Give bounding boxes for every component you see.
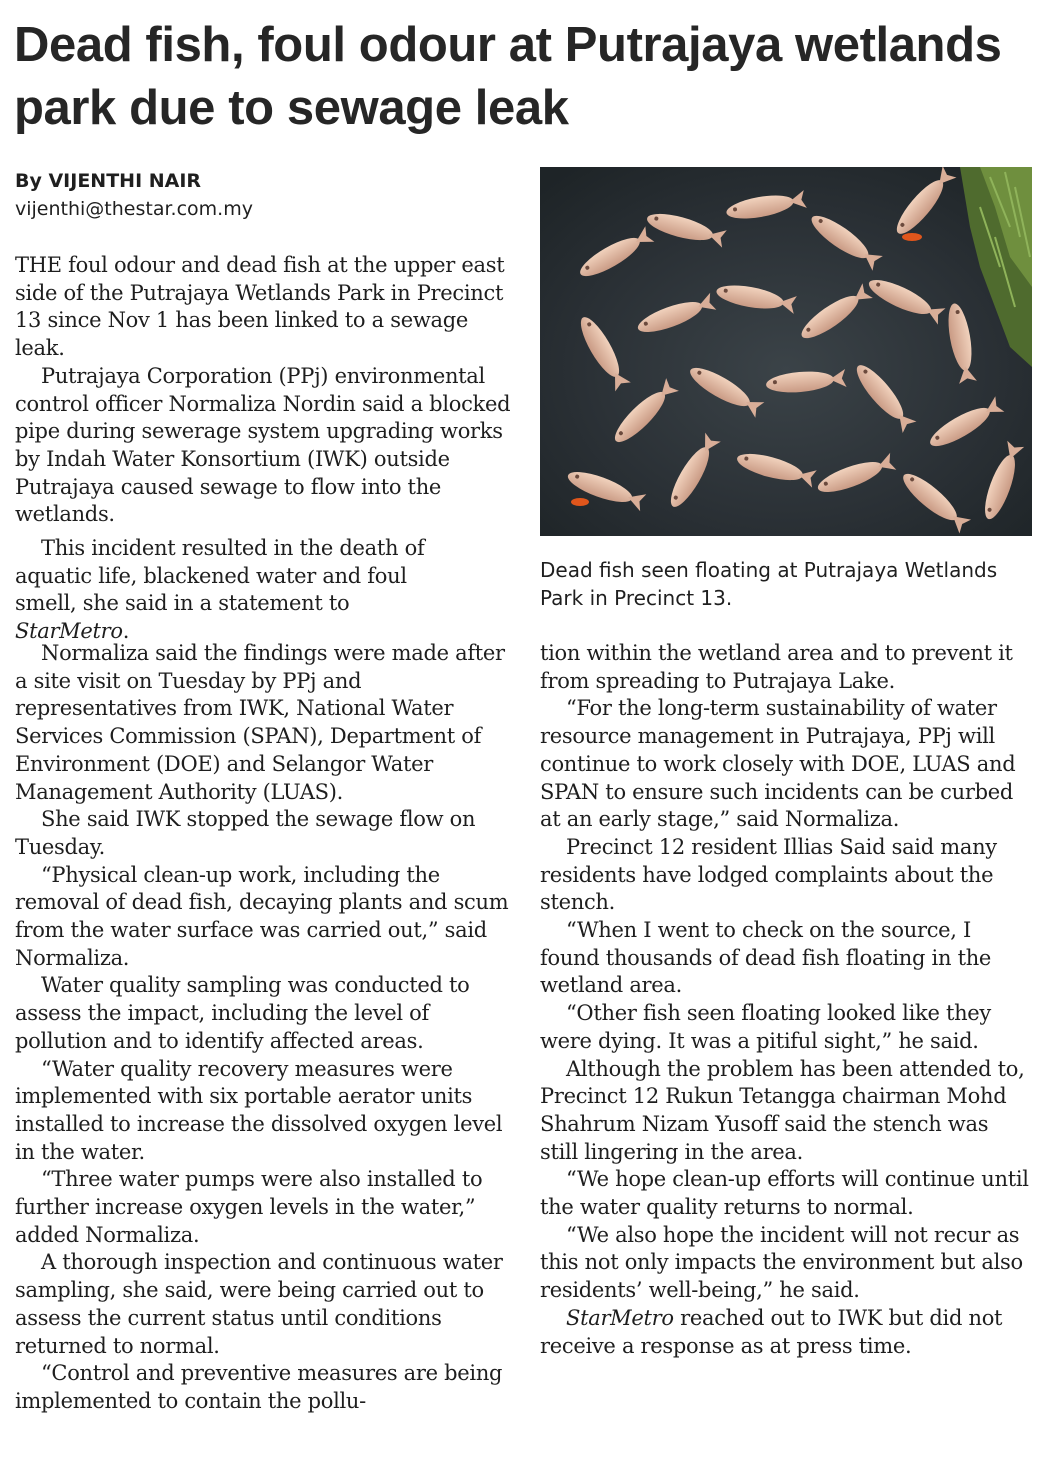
paragraph: “For the long-term sustainability of water resource management in Putrajaya, PPj will continue to work closely with DOE, LUAS and SPAN to ensure such incidents can be curbed at an early stage,” said Normaliza. [540, 696, 1016, 832]
paragraph: Although the problem has been attended to, Precinct 12 Rukun Tetangga chairman Mohd Shahrum Nizam Yusoff said the stench was still lingering in the area. [540, 1056, 1025, 1164]
author-email[interactable]: vijenthi@thestar.com.my [15, 198, 253, 220]
paragraph: Water quality sampling was conducted to assess the impact, including the level of pollution and to identify affected areas. [15, 973, 470, 1053]
dead-fish-photo [540, 167, 1032, 536]
photo-caption: Dead fish seen floating at Putrajaya Wetlands Park in Precinct 13. [540, 558, 998, 610]
paragraph: A thorough inspection and continuous water sampling, she said, were being carried out to assess the current status until conditions returned to normal. [15, 1250, 503, 1358]
publication-name: StarMetro [15, 619, 123, 644]
paragraph [15, 535, 450, 646]
paragraph: “Physical clean-up work, including the removal of dead fish, decaying plants and scum from the water surface was carried out,” said Normaliza. [15, 862, 509, 970]
paragraph: THE foul odour and dead fish at the upper east side of the Putrajaya Wetlands Park in Precinct 13 since Nov 1 has been linked to a sewage leak. [15, 253, 505, 361]
article-column-2 [540, 640, 1030, 1360]
dead-fish-illustration [540, 167, 1032, 536]
paragraph-text: reached out to IWK but did not receive a response as at press time. [540, 1305, 1003, 1358]
paragraph: “Water quality recovery measures were implemented with six portable aerator units installed to increase the dissolved oxygen level in the water. [15, 1056, 503, 1164]
publication-name: StarMetro [566, 1305, 674, 1330]
headline: Dead fish, foul odour at Putrajaya wetlands park due to sewage leak [14, 18, 1002, 135]
paragraph: Putrajaya Corporation (PPj) environmental control officer Normaliza Nordin said a blocked pipe during sewerage system upgrading works by Indah Water Konsortium (IWK) outside Putrajaya caused sewage to flow into the wetlands. [15, 363, 511, 527]
paragraph: Precinct 12 resident Illias Said said many residents have lodged complaints about the stench. [540, 834, 997, 915]
article-column-1-bottom [15, 640, 515, 1416]
article-column-1-top [15, 252, 515, 529]
paragraph: “When I went to check on the source, I found thousands of dead fish floating in the wetland area. [540, 918, 992, 998]
paragraph: “Other fish seen floating looked like they were dying. It was a pitiful sight,” he said. [540, 1001, 991, 1053]
paragraph: “We also hope the incident will not recur as this not only impacts the environment but also residents’ well-being,” he said. [540, 1222, 1023, 1303]
paragraph: “Three water pumps were also installed to further increase oxygen levels in the water,” added Normaliza. [15, 1167, 483, 1247]
paragraph: Normaliza said the findings were made after a site visit on Tuesday by PPj and representatives from IWK, National Water Services Commission (SPAN), Department of Environment (DOE) and Selangor Water Management Authority (LUAS). [15, 641, 505, 804]
paragraph-text: This incident resulted in the death of aquatic life, blackened water and foul smell, she said in a statement to [15, 536, 425, 616]
paragraph: She said IWK stopped the sewage flow on Tuesday. [15, 807, 476, 859]
byline: By VIJENTHI NAIR [15, 170, 202, 192]
paragraph: tion within the wetland area and to prevent it from spreading to Putrajaya Lake. [540, 641, 1013, 693]
article-column-1-narrow [15, 535, 450, 646]
paragraph: “Control and preventive measures are being implemented to contain the pollu- [15, 1361, 503, 1413]
paragraph: “We hope clean-up efforts will continue until the water quality returns to normal. [540, 1167, 1029, 1220]
paragraph-end: . [122, 619, 130, 644]
paragraph [540, 1305, 1030, 1360]
